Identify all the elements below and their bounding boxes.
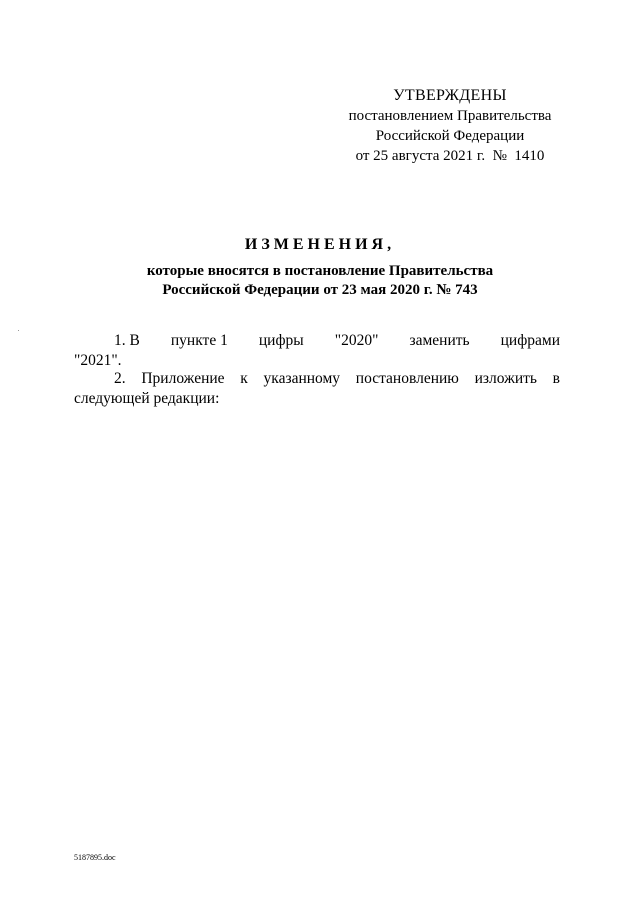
approval-heading: УТВЕРЖДЕНЫ — [393, 87, 507, 104]
paragraph-1-word: пункте 1 — [170, 332, 228, 349]
approval-block — [330, 86, 570, 166]
subtitle-line-2: Российской Федерации от 23 мая 2020 г. № 743 — [162, 282, 478, 298]
paragraph-2-text: 2. Приложение к указанному постановлению изложить в следующей редакции: — [74, 370, 560, 407]
paragraph-1-word: заменить — [409, 332, 470, 349]
paragraph-1-word: 1. В — [114, 332, 140, 349]
paragraph-1 — [74, 331, 560, 371]
approval-line-2: Российской Федерации — [375, 128, 525, 144]
paragraph-1-word: цифрами — [500, 332, 560, 349]
footer-filename: 5187895.doc — [74, 853, 116, 862]
subtitle-line-1: которые вносятся в постановление Правительства — [146, 263, 494, 279]
document-title: ИЗМЕНЕНИЯ, — [244, 236, 396, 253]
approval-date-line: от 25 августа 2021 г. № 1410 — [355, 148, 545, 164]
paragraph-1-word: цифры — [258, 332, 304, 349]
scan-mark — [18, 330, 19, 331]
approval-line-1: постановлением Правительства — [348, 108, 552, 124]
document-subtitle — [70, 262, 570, 300]
paragraph-2 — [74, 369, 560, 409]
paragraph-1-word: "2020" — [334, 332, 379, 349]
paragraph-1-continuation: "2021". — [74, 352, 122, 369]
paragraph-1-first-line — [74, 331, 560, 351]
